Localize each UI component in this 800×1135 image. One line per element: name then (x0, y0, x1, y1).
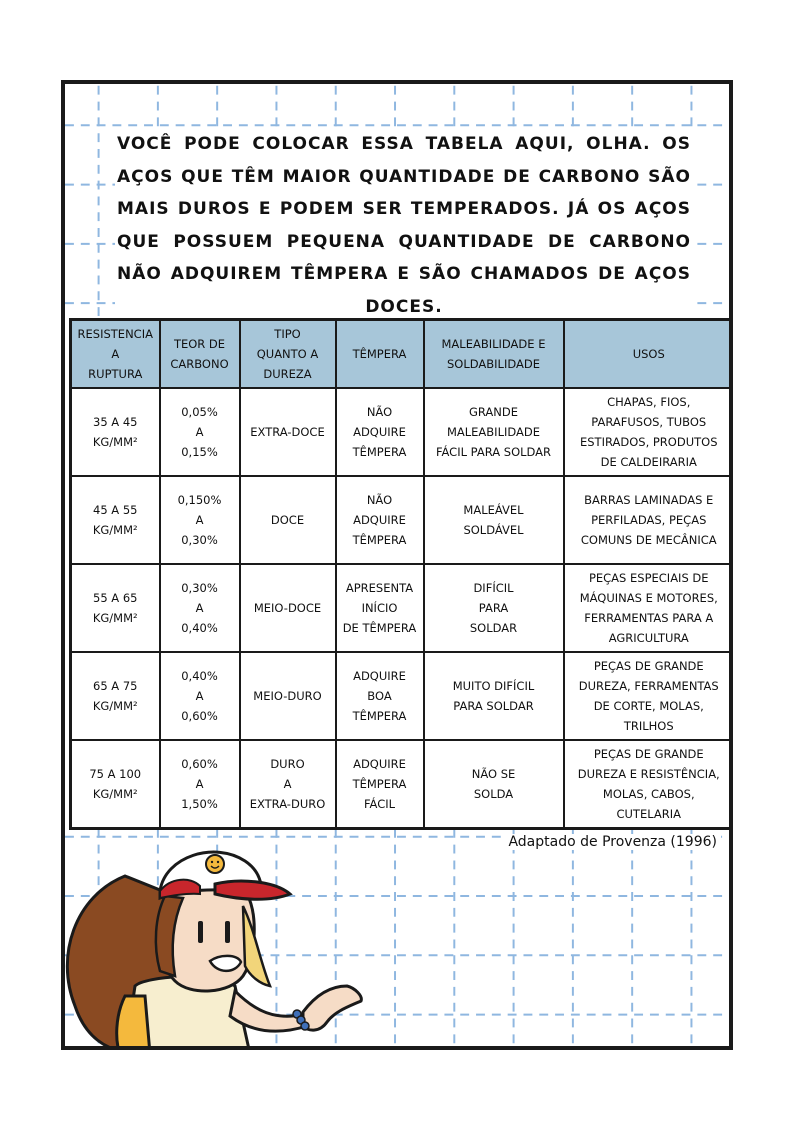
table-cell: 0,05% A 0,15% (160, 388, 240, 476)
table-cell: DOCE (240, 476, 336, 564)
header-tipo-dureza: TIPO QUANTO A DUREZA (240, 320, 336, 389)
header-resistencia: RESISTENCIA A RUPTURA (71, 320, 160, 389)
header-teor-carbono: TEOR DE CARBONO (160, 320, 240, 389)
intro-text: VOCÊ PODE COLOCAR ESSA TABELA AQUI, OLHA. OS AÇOS QUE TÊM MAIOR QUANTIDADE DE CARBONO SÃO MAIS DUROS E PODEM SER TEMPERADOS. JÁ OS AÇOS QUE POSSUEM PEQUENA QUANTIDADE DE CARBONO NÃO ADQUIREM TÊMPERA E SÃO CHAMADOS DE AÇOS DOCES. (115, 128, 693, 323)
header-maleabilidade: MALEABILIDADE E SOLDABILIDADE (424, 320, 564, 389)
table-cell: ADQUIRE TÊMPERA FÁCIL (336, 740, 424, 829)
table-cell: NÃO ADQUIRE TÊMPERA (336, 388, 424, 476)
table-cell: PEÇAS DE GRANDE DUREZA E RESISTÊNCIA, MOLAS, CABOS, CUTELARIA (564, 740, 734, 829)
table-cell: 45 A 55 KG/MM² (71, 476, 160, 564)
table-cell: 0,40% A 0,60% (160, 652, 240, 740)
table-cell: PEÇAS DE GRANDE DUREZA, FERRAMENTAS DE CORTE, MOLAS, TRILHOS (564, 652, 734, 740)
table-cell: BARRAS LAMINADAS E PERFILADAS, PEÇAS COMUNS DE MECÂNICA (564, 476, 734, 564)
table-cell: DURO A EXTRA-DURO (240, 740, 336, 829)
table-cell: EXTRA-DOCE (240, 388, 336, 476)
table-cell: MEIO-DOCE (240, 564, 336, 652)
table-cell: NÃO SE SOLDA (424, 740, 564, 829)
table-cell: GRANDE MALEABILIDADE FÁCIL PARA SOLDAR (424, 388, 564, 476)
source-credit: Adaptado de Provenza (1996) (504, 834, 721, 850)
table-cell: 35 A 45 KG/MM² (71, 388, 160, 476)
table-cell: 0,60% A 1,50% (160, 740, 240, 829)
smiley-cap-icon (206, 855, 224, 873)
table-cell: 0,150% A 0,30% (160, 476, 240, 564)
table-cell: 75 A 100 KG/MM² (71, 740, 160, 829)
character-illustration (65, 836, 365, 1050)
table-cell: PEÇAS ESPECIAIS DE MÁQUINAS E MOTORES, FERRAMENTAS PARA A AGRICULTURA (564, 564, 734, 652)
steel-table-wrap (69, 318, 733, 830)
table-cell: MALEÁVEL SOLDÁVEL (424, 476, 564, 564)
table-cell: 55 A 65 KG/MM² (71, 564, 160, 652)
table-cell: 65 A 75 KG/MM² (71, 652, 160, 740)
header-tempera: TÊMPERA (336, 320, 424, 389)
table-cell: APRESENTA INÍCIO DE TÊMPERA (336, 564, 424, 652)
table-cell: CHAPAS, FIOS, PARAFUSOS, TUBOS ESTIRADOS, PRODUTOS DE CALDEIRARIA (564, 388, 734, 476)
table-row (71, 388, 734, 476)
table-row (71, 476, 734, 564)
comic-panel (61, 80, 733, 1050)
table-cell: DIFÍCIL PARA SOLDAR (424, 564, 564, 652)
table-header-row (71, 320, 734, 389)
table-cell: 0,30% A 0,40% (160, 564, 240, 652)
table-row (71, 652, 734, 740)
table-cell: NÃO ADQUIRE TÊMPERA (336, 476, 424, 564)
header-usos: USOS (564, 320, 734, 389)
table-cell: MEIO-DURO (240, 652, 336, 740)
table-cell: MUITO DIFÍCIL PARA SOLDAR (424, 652, 564, 740)
table-cell: ADQUIRE BOA TÊMPERA (336, 652, 424, 740)
steel-properties-table (69, 318, 733, 830)
table-row (71, 564, 734, 652)
table-row (71, 740, 734, 829)
